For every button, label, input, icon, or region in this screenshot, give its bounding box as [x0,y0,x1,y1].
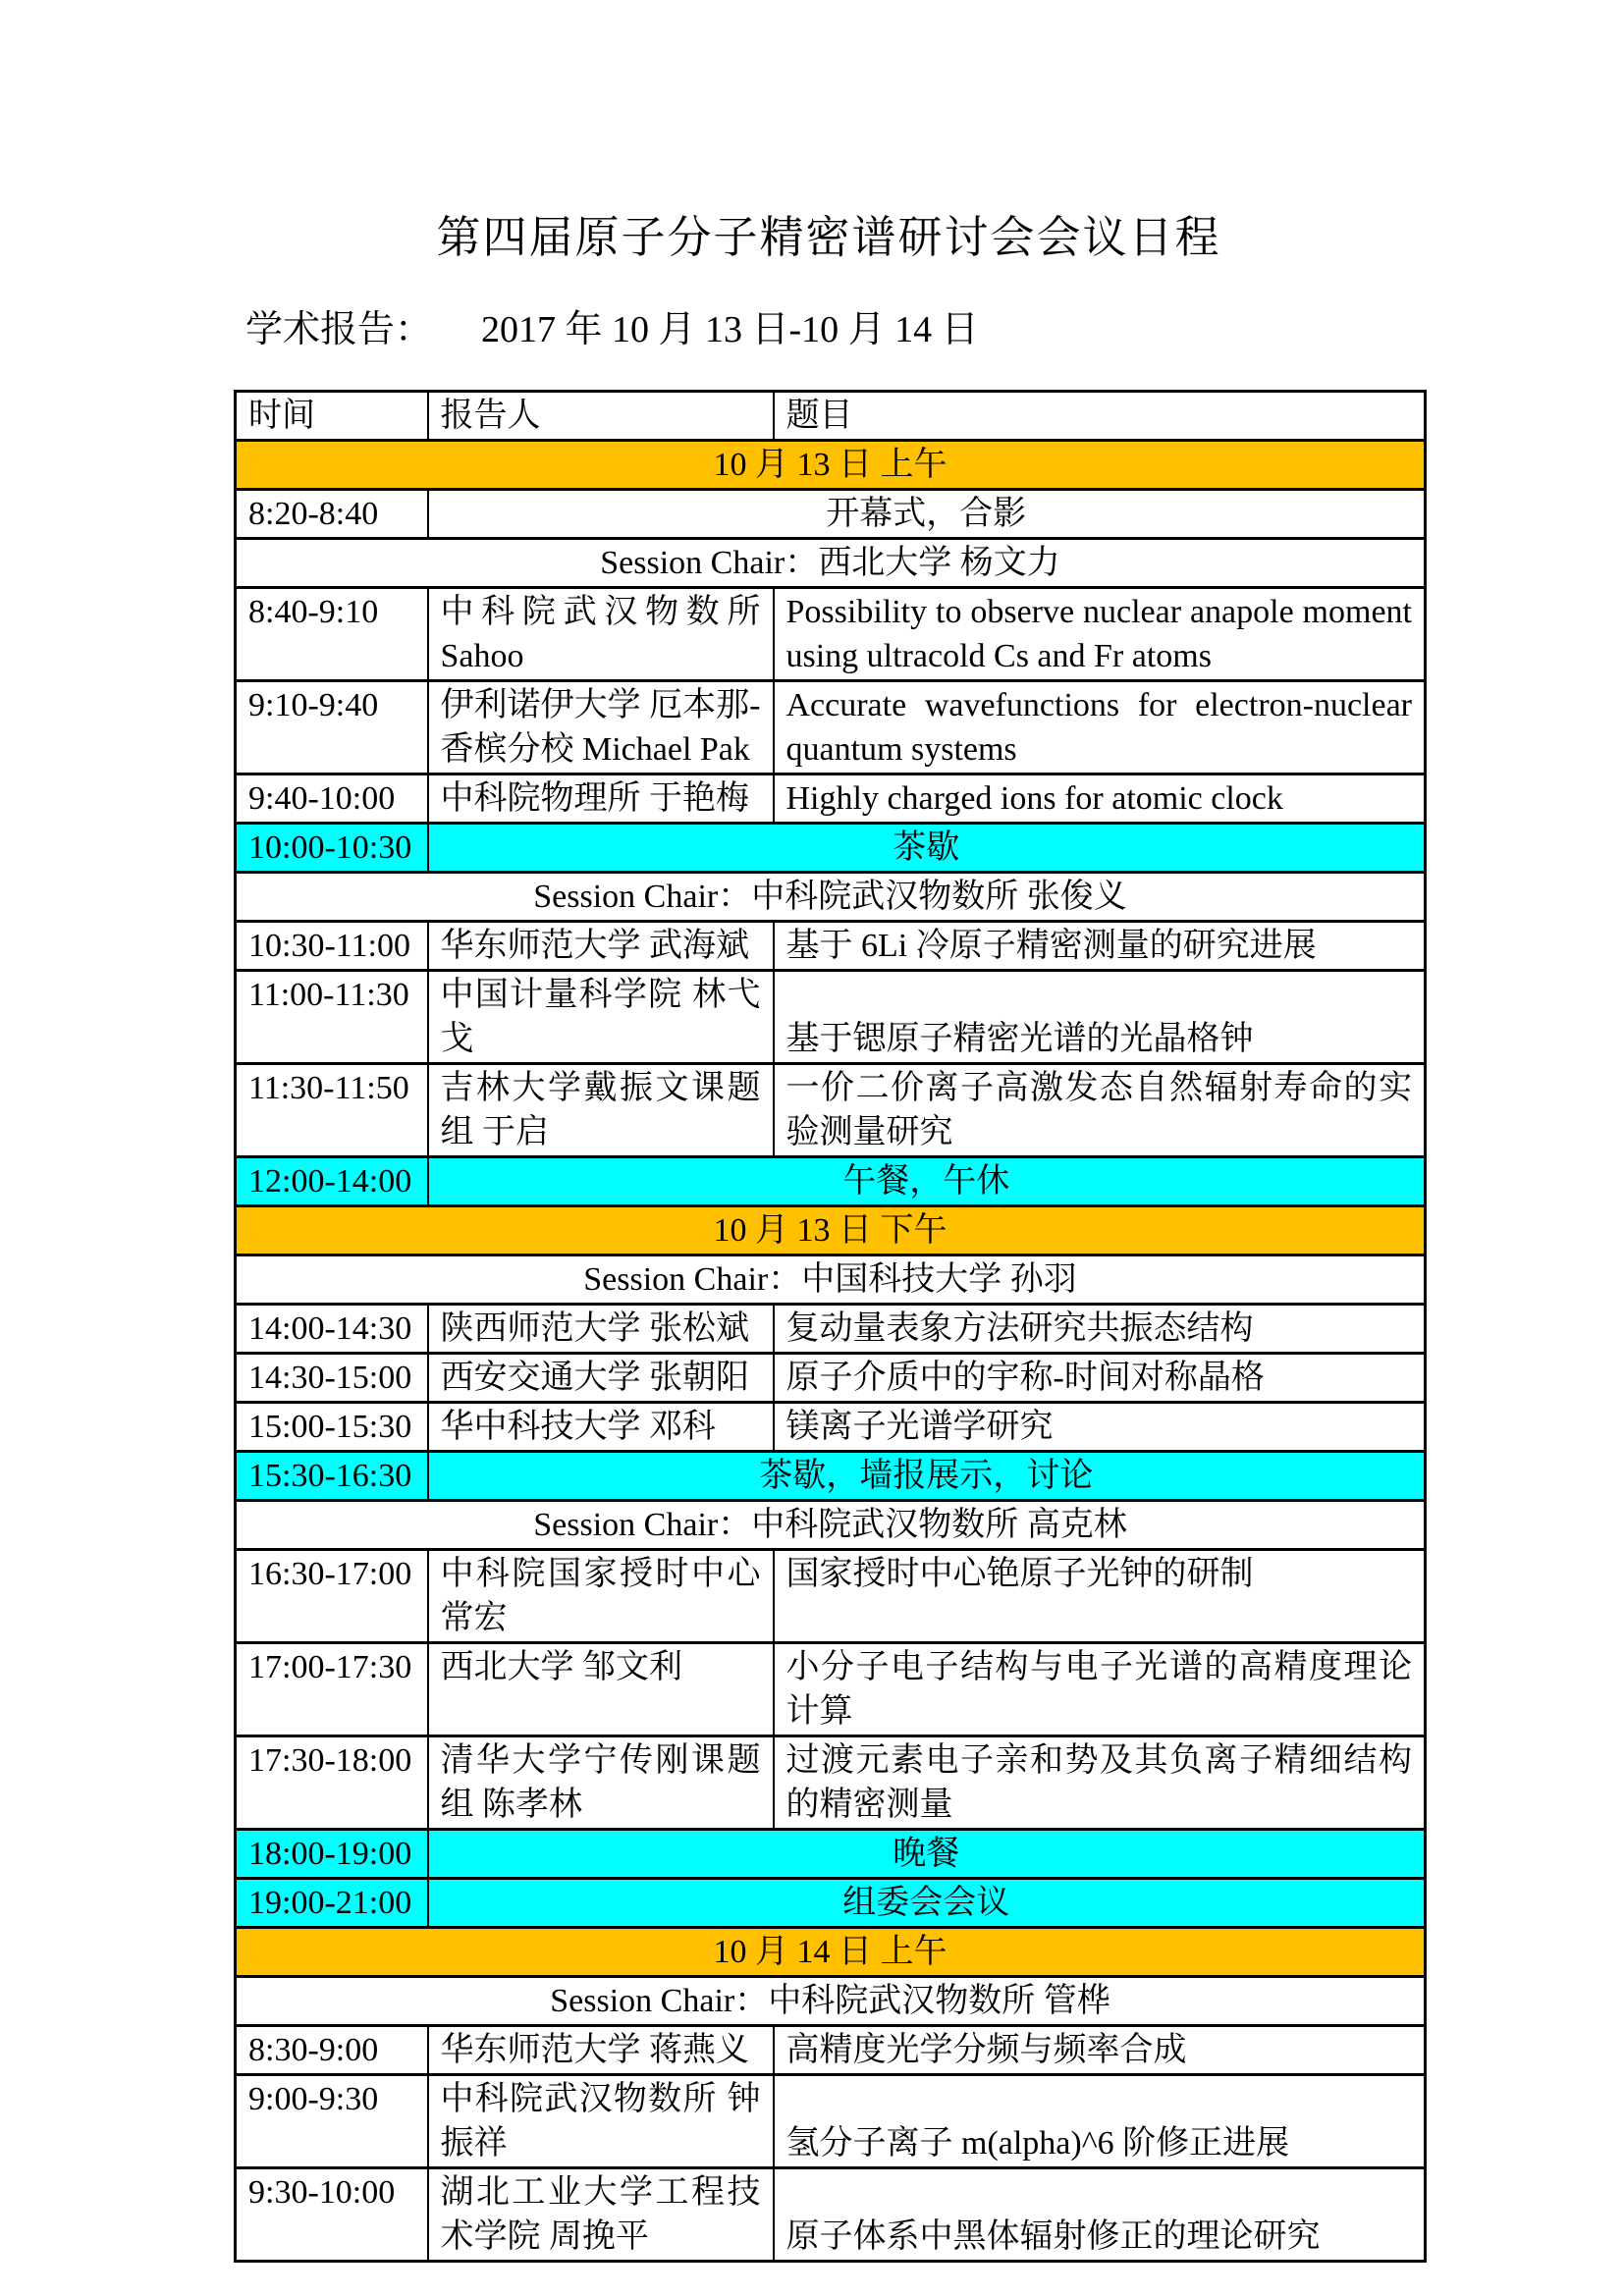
schedule-table [234,390,1427,2263]
header-cell-title: 题目 [774,392,1426,441]
talk-row [236,971,1426,1064]
time-cell: 8:20-8:40 [236,490,428,539]
talk-title-cell: Possibility to observe nuclear anapole moment using ultracold Cs and Fr atoms [774,588,1426,681]
time-cell: 9:40-10:00 [236,774,428,824]
speaker-cell: 陕西师范大学 张松斌 [428,1305,774,1354]
break-label-cell: 午餐，午休 [428,1157,1426,1206]
time-cell: 10:00-10:30 [236,824,428,873]
speaker-cell: 清华大学宁传刚课题组 陈孝林 [428,1736,774,1830]
talk-title-cell: 氢分子离子 m(alpha)^6 阶修正进展 [774,2075,1426,2168]
chair-row [236,1977,1426,2026]
time-cell: 17:00-17:30 [236,1643,428,1736]
event-label-cell: 开幕式，合影 [428,490,1426,539]
talk-title-cell: 小分子电子结构与电子光谱的高精度理论计算 [774,1643,1426,1736]
banner-orange-row [236,441,1426,490]
talk-row [236,1403,1426,1452]
chair-row [236,873,1426,922]
subtitle-label: 学术报告： [245,309,433,350]
chair-row [236,1255,1426,1305]
talk-title-cell: Accurate wavefunctions for electron-nuclear quantum systems [774,681,1426,774]
time-cell: 15:00-15:30 [236,1403,428,1452]
subtitle-dates: 2017 年 10 月 13 日-10 月 14 日 [481,309,979,350]
talk-row [236,1736,1426,1830]
talk-row [236,1550,1426,1643]
time-cell: 8:40-9:10 [236,588,428,681]
banner-orange-row [236,1206,1426,1255]
chair-row [236,539,1426,588]
talk-row [236,2168,1426,2262]
break-label-cell: 茶歇，墙报展示，讨论 [428,1452,1426,1501]
session-chair-cell: Session Chair：西北大学 杨文力 [236,539,1426,588]
banner-cyan-row [236,1830,1426,1879]
talk-title-cell: 一价二价离子高激发态自然辐射寿命的实验测量研究 [774,1064,1426,1157]
time-cell: 11:00-11:30 [236,971,428,1064]
time-cell: 8:30-9:00 [236,2026,428,2075]
session-chair-cell: Session Chair：中科院武汉物数所 张俊义 [236,873,1426,922]
session-chair-cell: Session Chair：中国科技大学 孙羽 [236,1255,1426,1305]
speaker-cell: 中科院武汉物数所 钟振祥 [428,2075,774,2168]
talk-row [236,922,1426,971]
time-cell: 9:10-9:40 [236,681,428,774]
talk-row [236,588,1426,681]
session-chair-cell: Session Chair：中科院武汉物数所 高克林 [236,1501,1426,1550]
talk-row [236,1354,1426,1403]
talk-row [236,1305,1426,1354]
time-cell: 9:00-9:30 [236,2075,428,2168]
document-content [234,0,1424,2263]
talk-title-cell: 高精度光学分频与频率合成 [774,2026,1426,2075]
speaker-cell: 西安交通大学 张朝阳 [428,1354,774,1403]
talk-row [236,681,1426,774]
talk-title-cell: 镁离子光谱学研究 [774,1403,1426,1452]
time-cell: 17:30-18:00 [236,1736,428,1830]
speaker-cell: 中科院武汉物数所 Sahoo [428,588,774,681]
speaker-cell: 湖北工业大学工程技术学院 周挽平 [428,2168,774,2262]
banner-cyan-row [236,1452,1426,1501]
break-label-cell: 晚餐 [428,1830,1426,1879]
time-cell: 18:00-19:00 [236,1830,428,1879]
talk-title-cell: Highly charged ions for atomic clock [774,774,1426,824]
schedule-table-body [236,392,1426,2262]
talk-title-cell: 原子体系中黑体辐射修正的理论研究 [774,2168,1426,2262]
time-cell: 12:00-14:00 [236,1157,428,1206]
session-banner-cell: 10 月 13 日 上午 [236,441,1426,490]
talk-row [236,774,1426,824]
time-cell: 14:00-14:30 [236,1305,428,1354]
talk-title-cell: 基于 6Li 冷原子精密测量的研究进展 [774,922,1426,971]
time-cell: 14:30-15:00 [236,1354,428,1403]
time-cell: 19:00-21:00 [236,1879,428,1928]
speaker-cell: 中国计量科学院 林弋戈 [428,971,774,1064]
talk-title-cell: 国家授时中心铯原子光钟的研制 [774,1550,1426,1643]
time-cell: 9:30-10:00 [236,2168,428,2262]
speaker-cell: 华东师范大学 蒋燕义 [428,2026,774,2075]
time-cell: 11:30-11:50 [236,1064,428,1157]
banner-cyan-row [236,1157,1426,1206]
talk-title-cell: 复动量表象方法研究共振态结构 [774,1305,1426,1354]
talk-row [236,1064,1426,1157]
session-banner-cell: 10 月 14 日 上午 [236,1928,1426,1977]
speaker-cell: 西北大学 邹文利 [428,1643,774,1736]
session-chair-cell: Session Chair：中科院武汉物数所 管桦 [236,1977,1426,2026]
banner-cyan-row [236,1879,1426,1928]
speaker-cell: 吉林大学戴振文课题组 于启 [428,1064,774,1157]
time-cell: 16:30-17:00 [236,1550,428,1643]
header-cell-speaker: 报告人 [428,392,774,441]
break-label-cell: 茶歇 [428,824,1426,873]
time-cell: 15:30-16:30 [236,1452,428,1501]
speaker-cell: 华中科技大学 邓科 [428,1403,774,1452]
time-merged-row [236,490,1426,539]
chair-row [236,1501,1426,1550]
talk-title-cell: 过渡元素电子亲和势及其负离子精细结构的精密测量 [774,1736,1426,1830]
page-title: 第四届原子分子精密谱研讨会会议日程 [436,213,1221,262]
banner-cyan-row [236,824,1426,873]
speaker-cell: 中科院物理所 于艳梅 [428,774,774,824]
speaker-cell: 中科院国家授时中心 常宏 [428,1550,774,1643]
speaker-cell: 华东师范大学 武海斌 [428,922,774,971]
talk-row [236,1643,1426,1736]
talk-row [236,2026,1426,2075]
schedule-dates-line [245,298,1424,352]
talk-row [236,2075,1426,2168]
header-row [236,392,1426,441]
header-cell-time: 时间 [236,392,428,441]
time-cell: 10:30-11:00 [236,922,428,971]
talk-title-cell: 基于锶原子精密光谱的光晶格钟 [774,971,1426,1064]
break-label-cell: 组委会会议 [428,1879,1426,1928]
session-banner-cell: 10 月 13 日 下午 [236,1206,1426,1255]
banner-orange-row [236,1928,1426,1977]
talk-title-cell: 原子介质中的宇称-时间对称晶格 [774,1354,1426,1403]
speaker-cell: 伊利诺伊大学 厄本那-香槟分校 Michael Pak [428,681,774,774]
